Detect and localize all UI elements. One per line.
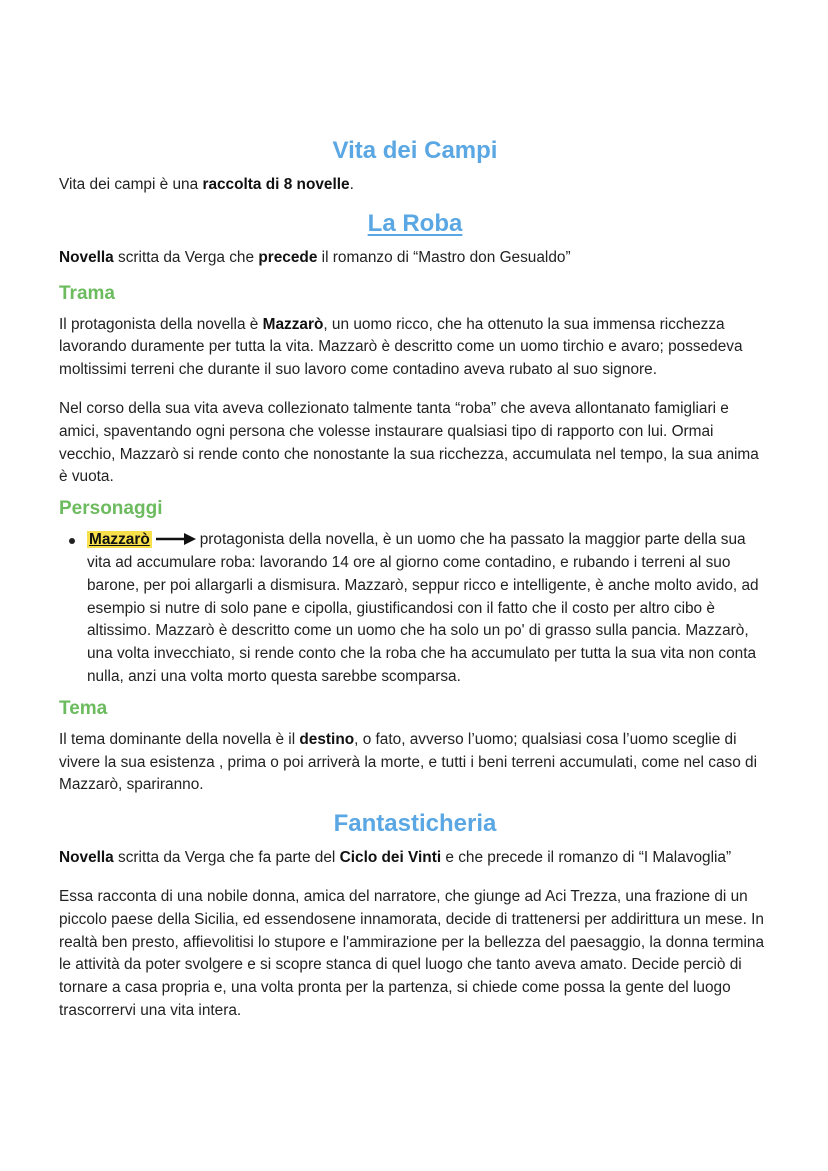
list-item xyxy=(87,529,771,689)
intro-bold: raccolta di 8 novelle xyxy=(202,176,350,193)
personaggi-list xyxy=(59,529,771,689)
fantasticheria-paragraph: Essa racconta di una nobile donna, amica del narratore, che giunge ad Aci Trezza, una frazione di un piccolo paese della Sicilia, ed essendosene innamorata, decide di trattenersi per addirittura un mese. In realtà ben presto, affievolitisi lo stupore e l'ammirazione per la bellezza del paesaggio, la donna termina le attività da poter svolgere e si scopre stanca di quel luogo che tanto aveva amato. Decide perciò di tornare a casa propria e, una volta pronta per la partenza, si chiede come possa la gente del luogo trascorrervi una vita intera. xyxy=(59,887,765,1019)
right-arrow-icon xyxy=(156,533,196,545)
tema-paragraph: Il tema dominante della novella è il destino, o fato, avverso l’uomo; qualsiasi cosa l’uomo sceglie di vivere la sua esistenza , prima o poi arriverà la morte, e tutti i beni terreni accumulati, come nel caso di Mazzarò, spariranno. xyxy=(59,730,758,794)
trama-paragraph-2: Nel corso della sua vita aveva collezionato talmente tanta “roba” che aveva allontanato famigliari e amici, spaventando ogni persona che volesse instaurare qualsiasi tipo di rapporto con lui. Ormai vecchio, Mazzarò si rende conto che nonostante la sua ricchezza, accumulata nel tempo, la sua anima è vuota. xyxy=(59,399,759,486)
character-description: protagonista della novella, è un uomo che ha passato la maggior parte della sua vita ad accumulare roba: lavorando 14 ore al giorno come contadino, e rubando i terreni al suo barone, per poi allargarli a dismisura. Mazzarò, seppur ricco e intelligente, è anche molto avido, ad esempio si nutre di solo pane e cipolla, giustificandosi con il fatto che il costo per altro cibo è altissimo. Mazzarò è descritto come un uomo che ha solo un po' di grasso sulla pancia. Mazzarò, una volta invecchiato, si rende conto che la roba che ha accumulato per tutta la sua vita non conta nulla, anzi una volta morto questa sarebbe scomparsa. xyxy=(87,531,759,685)
title-vita-dei-campi: Vita dei Campi xyxy=(332,137,498,164)
intro-paragraph: Vita dei campi è una raccolta di 8 novelle. xyxy=(59,176,354,193)
trama-paragraph-1: Il protagonista della novella è Mazzarò, un uomo ricco, che ha ottenuto la sua immensa ricchezza lavorando duramente per tutta la vita. Mazzarò è descritto come un uomo tirchio e avaro; possedeva moltissimi terreni che durante il suo lavoro come contadino aveva rubato al suo signore. xyxy=(59,315,743,379)
title-fantasticheria: Fantasticheria xyxy=(333,810,497,838)
heading-trama: Trama xyxy=(59,282,115,304)
character-name-highlight: Mazzarò xyxy=(89,531,150,549)
title-la-roba: La Roba xyxy=(367,209,463,237)
document-content xyxy=(59,136,771,1023)
roba-intro-paragraph: Novella scritta da Verga che precede il romanzo di “Mastro don Gesualdo” xyxy=(59,248,571,266)
heading-tema: Tema xyxy=(59,697,108,719)
fantasticheria-intro-paragraph: Novella scritta da Verga che fa parte del Ciclo dei Vinti e che precede il romanzo di “I Malavoglia” xyxy=(59,849,732,867)
heading-personaggi: Personaggi xyxy=(59,498,163,520)
bullet-dot-icon xyxy=(69,538,75,544)
